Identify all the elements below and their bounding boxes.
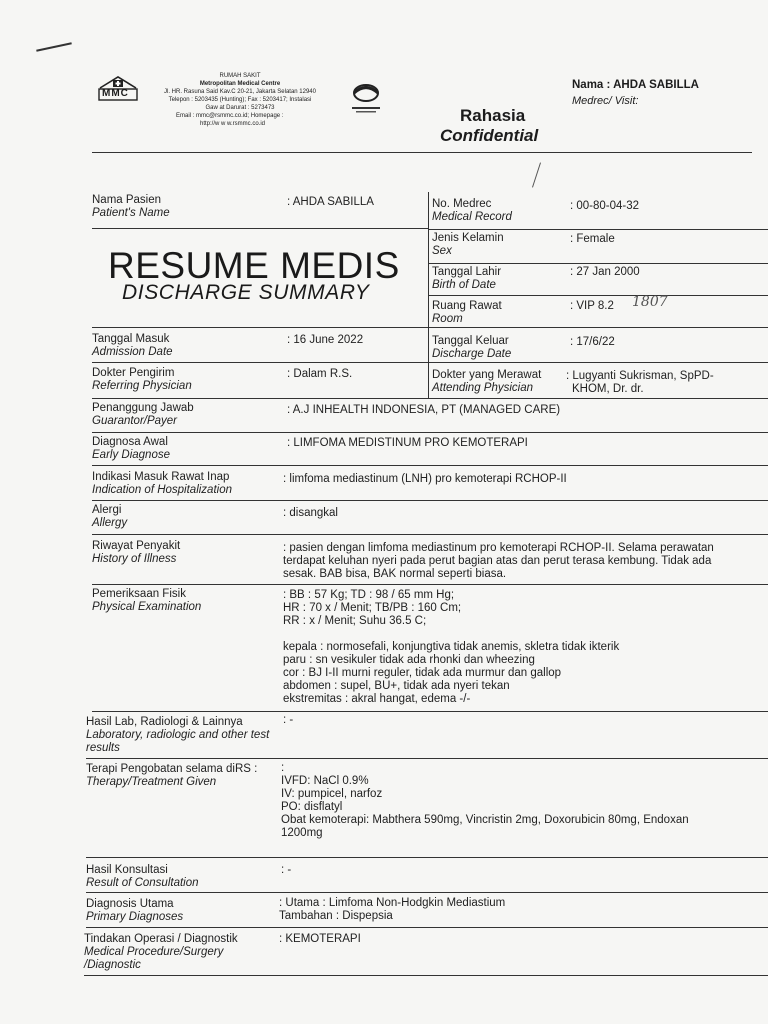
- medrec-visit-header: Medrec/ Visit:: [572, 95, 639, 107]
- indication-value: : limfoma mediastinum (LNH) pro kemoterapi RCHOP-II: [283, 473, 567, 485]
- discharge-label: [432, 335, 511, 361]
- room-value: : VIP 8.2: [570, 300, 614, 312]
- header-divider: [92, 152, 752, 153]
- room-label-id: Ruang Rawat: [432, 300, 502, 312]
- title-resume-medis: RESUME MEDIS: [108, 245, 400, 286]
- physical-label-id: Pemeriksaan Fisik: [92, 588, 186, 600]
- consult-label: [86, 864, 199, 890]
- rahasia-label: Rahasia: [460, 106, 526, 125]
- accreditation-seal: [348, 80, 384, 114]
- primary-value-line1: : Utama : Limfoma Non-Hodgkin Mediastium: [279, 897, 506, 909]
- lab-label-id: Hasil Lab, Radiologi & Lainnya: [86, 716, 243, 728]
- therapy-line: PO: disflatyl: [281, 801, 343, 813]
- therapy-value: [281, 762, 689, 840]
- row-line: [86, 857, 768, 858]
- admission-label-en: Admission Date: [92, 346, 173, 358]
- discharge-label-id: Tanggal Keluar: [432, 335, 509, 347]
- row-line: [92, 327, 768, 328]
- attending-value-line2: KHOM, Dr. dr.: [572, 383, 644, 395]
- primary-label-id: Diagnosis Utama: [86, 898, 174, 910]
- guarantor-value: : A.J INHEALTH INDONESIA, PT (MANAGED CARE): [287, 404, 561, 416]
- therapy-line: :: [281, 762, 285, 774]
- indication-label-id: Indikasi Masuk Rawat Inap: [92, 471, 230, 483]
- early-diag-label: [92, 436, 170, 462]
- row-line: [86, 927, 768, 928]
- physical-line: abdomen : supel, BU+, tidak ada nyeri tekan: [283, 680, 510, 692]
- hospital-name: Metropolitan Medical Centre: [199, 81, 281, 87]
- therapy-line: 1200mg: [281, 827, 323, 839]
- row-line: [92, 362, 768, 363]
- patient-name-header: Nama : AHDA SABILLA: [572, 79, 699, 91]
- attending-label-en: Attending Physician: [432, 382, 534, 394]
- attending-value: [566, 370, 714, 396]
- sex-label-id: Jenis Kelamin: [432, 232, 504, 244]
- history-label-id: Riwayat Penyakit: [92, 540, 181, 552]
- procedure-value: : KEMOTERAPI: [279, 933, 361, 945]
- allergy-label-id: Alergi: [92, 504, 122, 516]
- procedure-label-en1: Medical Procedure/Surgery: [84, 946, 224, 958]
- sex-label: [432, 232, 504, 258]
- row-line: [428, 263, 768, 264]
- hospital-address5: http://w w w.rsmmc.co.id: [200, 121, 266, 127]
- therapy-line: Obat kemoterapi: Mabthera 590mg, Vincristin 2mg, Doxorubicin 80mg, Endoxan: [281, 814, 689, 826]
- physical-line: cor : BJ I-II murni reguler, tidak ada murmur dan gallop: [283, 667, 562, 679]
- hospital-address4: Email : mmc@rsmmc.co.id; Homepage :: [176, 113, 284, 119]
- lab-value: : -: [283, 714, 294, 726]
- scan-mark: [36, 42, 72, 51]
- patient-name-value: : AHDA SABILLA: [287, 196, 374, 208]
- consult-value: : -: [281, 864, 292, 876]
- primary-label: [86, 898, 183, 924]
- early-diag-label-en: Early Diagnose: [92, 449, 170, 461]
- medrec-label-id: No. Medrec: [432, 198, 492, 210]
- row-line: [428, 295, 768, 296]
- physical-line: : BB : 57 Kg; TD : 98 / 65 mm Hg;: [283, 589, 455, 601]
- procedure-label-id: Tindakan Operasi / Diagnostik: [84, 933, 238, 945]
- physical-label-en: Physical Examination: [92, 601, 202, 613]
- referring-label-id: Dokter Pengirim: [92, 367, 175, 379]
- hospital-info: [150, 72, 330, 128]
- allergy-label: [92, 504, 127, 530]
- physical-line: paru : sn vesikuler tidak ada rhonki dan wheezing: [283, 654, 535, 666]
- indication-label-en: Indication of Hospitalization: [92, 484, 232, 496]
- therapy-label-en: Therapy/Treatment Given: [86, 776, 217, 788]
- hospital-address3: Gaw at Darurat : 5273473: [205, 105, 275, 111]
- row-line: [92, 500, 768, 501]
- hand-mark: [532, 162, 541, 187]
- primary-value: [279, 897, 505, 923]
- sex-value: : Female: [570, 233, 615, 245]
- hospital-address1: Jl. HR. Rasuna Said Kav.C 20-21, Jakarta Selatan 12940: [164, 89, 316, 95]
- physical-line: HR : 70 x / Menit; TB/PB : 160 Cm;: [283, 602, 462, 614]
- row-line: [92, 398, 768, 399]
- procedure-label-en2: /Diagnostic: [84, 959, 141, 971]
- allergy-value: : disangkal: [283, 507, 338, 519]
- indication-label: [92, 471, 232, 497]
- allergy-label-en: Allergy: [92, 517, 128, 529]
- hospital-address2: Telepon : 5203435 (Hunting); Fax : 5203417; Instalasi: [168, 97, 312, 103]
- birth-label-id: Tanggal Lahir: [432, 266, 502, 278]
- physical-line: kepala : normosefali, konjungtiva tidak anemis, skletra tidak ikterik: [283, 641, 620, 653]
- lab-label-en1: Laboratory, radiologic and other test: [86, 729, 270, 741]
- procedure-label: [84, 933, 238, 972]
- room-label-en: Room: [432, 313, 463, 325]
- row-line: [92, 584, 768, 585]
- history-line: : pasien dengan limfoma mediastinum pro kemoterapi RCHOP-II. Selama perawatan: [283, 542, 714, 554]
- primary-label-en: Primary Diagnoses: [86, 911, 184, 923]
- physical-value: [283, 589, 619, 706]
- lab-label: [86, 716, 269, 755]
- history-value: [283, 542, 714, 581]
- history-line: sesak. BAB bisa, BAK normal seperti biasa.: [283, 568, 507, 580]
- physical-label: [92, 588, 201, 614]
- medrec-label-en: Medical Record: [432, 211, 512, 223]
- physical-line: RR : x / Menit; Suhu 36.5 C;: [283, 615, 427, 627]
- guarantor-label-id: Penanggung Jawab: [92, 402, 194, 414]
- therapy-line: IVFD: NaCl 0.9%: [281, 775, 369, 787]
- row-line: [92, 432, 768, 433]
- therapy-label-id: Terapi Pengobatan selama diRS :: [86, 763, 258, 775]
- birth-label: [432, 266, 501, 292]
- birth-value: : 27 Jan 2000: [570, 266, 640, 278]
- attending-label-id: Dokter yang Merawat: [432, 369, 542, 381]
- patient-name-label: [92, 194, 170, 220]
- confidential-label: Confidential: [440, 126, 539, 145]
- row-line: [86, 758, 768, 759]
- admission-label-id: Tanggal Masuk: [92, 333, 170, 345]
- row-line: [84, 975, 768, 976]
- history-line: terdapat keluhan nyeri pada perut bagian atas dan perut terasa kembung. Tidak ada: [283, 555, 712, 567]
- room-label: [432, 300, 502, 326]
- lab-label-en2: results: [86, 742, 120, 754]
- patient-name-label-id: Nama Pasien: [92, 194, 162, 206]
- physical-line: ekstremitas : akral hangat, edema -/-: [283, 693, 471, 705]
- medrec-value: : 00-80-04-32: [570, 200, 640, 212]
- birth-label-en: Birth of Date: [432, 279, 496, 291]
- history-label-en: History of Illness: [92, 553, 177, 565]
- row-line: [86, 892, 768, 893]
- referring-value: : Dalam R.S.: [287, 368, 353, 380]
- row-line: [92, 465, 768, 466]
- room-handwritten: 1807: [632, 294, 668, 310]
- admission-value: : 16 June 2022: [287, 334, 364, 346]
- therapy-label: [86, 763, 257, 789]
- medrec-label: [432, 198, 512, 224]
- history-label: [92, 540, 180, 566]
- hospital-line1: RUMAH SAKIT: [219, 73, 261, 79]
- attending-value-line1: : Lugyanti Sukrisman, SpPD-: [566, 370, 714, 382]
- attending-label: [432, 369, 541, 395]
- guarantor-label-en: Guarantor/Payer: [92, 415, 178, 427]
- admission-label: [92, 333, 173, 359]
- row-line: [92, 534, 768, 535]
- consult-label-en: Result of Consultation: [86, 877, 199, 889]
- hospital-logo: [96, 74, 140, 102]
- guarantor-label: [92, 402, 194, 428]
- patient-name-label-en: Patient's Name: [92, 207, 170, 219]
- title-discharge-summary: DISCHARGE SUMMARY: [122, 281, 370, 304]
- row-line: [92, 711, 768, 712]
- primary-value-line2: Tambahan : Dispepsia: [279, 910, 393, 922]
- discharge-label-en: Discharge Date: [432, 348, 512, 360]
- row-line: [428, 229, 768, 230]
- therapy-line: IV: pumpicel, narfoz: [281, 788, 383, 800]
- consult-label-id: Hasil Konsultasi: [86, 864, 168, 876]
- early-diag-value: : LIMFOMA MEDISTINUM PRO KEMOTERAPI: [287, 437, 528, 449]
- discharge-value: : 17/6/22: [570, 336, 615, 348]
- logo-text: MMC: [102, 88, 129, 99]
- referring-label-en: Referring Physician: [92, 380, 192, 392]
- referring-label: [92, 367, 192, 393]
- sex-label-en: Sex: [432, 245, 452, 257]
- early-diag-label-id: Diagnosa Awal: [92, 436, 168, 448]
- row-line: [92, 228, 428, 229]
